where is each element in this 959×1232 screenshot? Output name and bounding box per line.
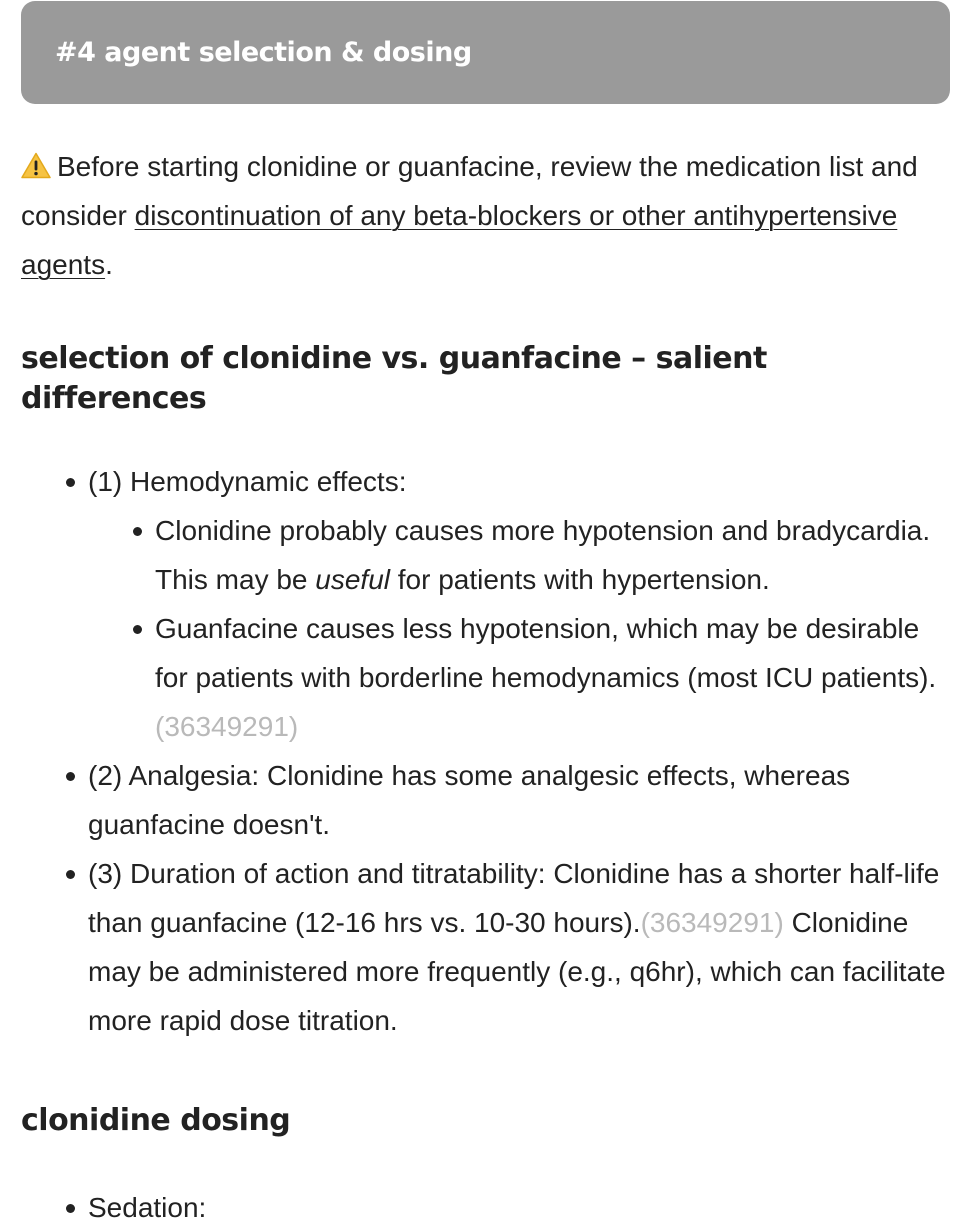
selection-heading: selection of clonidine vs. guanfacine – salient differences [21,341,767,416]
dosing-heading: clonidine dosing [21,1103,291,1138]
section-title: #4 agent selection & dosing [55,37,472,68]
duration-text-after: Clonidine may be administered more frequently (e.g., q6hr), which can facilitate more rapid dose titration. [88,907,946,1036]
list-item-analgesia [88,751,950,849]
citation-link[interactable]: (36349291) [155,711,299,742]
list-item-hemodynamic [88,457,950,751]
warning-text-after: . [105,249,113,280]
clonidine-text-after: for patients with hypertension. [390,564,770,595]
clonidine-text-before: Clonidine probably causes more hypotension and bradycardia. This may be [155,515,931,595]
warning-paragraph [21,142,941,289]
citation-link[interactable]: (36349291) [640,907,784,938]
dosing-list [21,1183,950,1232]
list-item-guanfacine-hypotension [155,604,950,751]
warning-text-before: Before starting clonidine or guanfacine, review the medication list and consider [21,151,918,231]
guanfacine-text: Guanfacine causes less hypotension, which may be desirable for patients with borderline hemodynamics (most ICU patients). [155,613,937,693]
warning-icon [21,152,51,179]
list-item-duration [88,849,950,1045]
section-header[interactable] [21,1,950,104]
clonidine-emphasis: useful [315,564,390,595]
duration-text-before: (3) Duration of action and titratability: Clonidine has a shorter half-life than guanfacine (12-16 hrs vs. 10-30 hours). [88,858,940,938]
selection-list [21,457,950,1045]
analgesia-text: (2) Analgesia: Clonidine has some analgesic effects, whereas guanfacine doesn't. [88,760,851,840]
hemodynamic-label: (1) Hemodynamic effects: [88,466,407,497]
list-item-sedation: Sedation: [88,1183,950,1232]
discontinuation-link[interactable]: discontinuation of any beta-blockers or other antihypertensive agents [21,200,898,280]
hemodynamic-sublist [88,506,950,751]
list-item-clonidine-hypotension [155,506,950,604]
page-content [21,1,950,1232]
